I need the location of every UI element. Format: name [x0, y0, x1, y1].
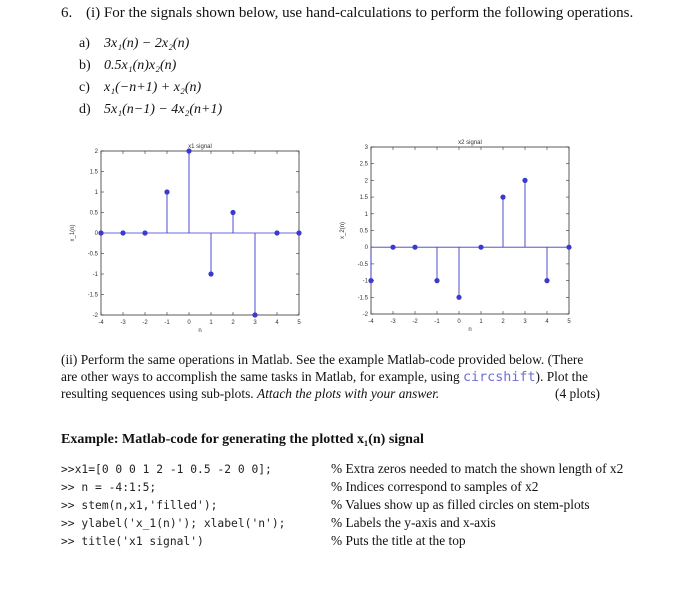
operation-label: c) — [79, 80, 90, 95]
y-tick-label: 3 — [364, 145, 368, 151]
stem-marker — [208, 271, 213, 276]
stem-marker — [252, 312, 257, 317]
x-tick-label: -3 — [390, 319, 396, 325]
plot-xlabel: n — [468, 327, 472, 333]
part2-line3-text: resulting sequences using sub-plots. — [61, 386, 258, 401]
code-line — [61, 463, 272, 476]
x-tick-label: -2 — [142, 320, 148, 326]
code-prompt: >> — [61, 535, 75, 548]
stem-marker — [500, 195, 505, 200]
code-prompt: >> — [61, 517, 75, 530]
operation-expr: 5x₁(n−1) − 4x₂(n+1) — [104, 102, 223, 117]
x-tick-label: -1 — [434, 319, 440, 325]
y-tick-label: -0.5 — [87, 251, 98, 258]
stem-marker — [274, 230, 279, 235]
stem-marker — [544, 278, 549, 283]
y-tick-label: 2 — [94, 149, 98, 155]
y-tick-label: -1.5 — [87, 292, 98, 299]
y-tick-label: -2 — [92, 313, 98, 319]
x-tick-label: 2 — [231, 320, 235, 326]
operation-expr: x₁(−n+1) + x₂(n) — [104, 80, 202, 95]
part2-line1: (ii) Perform the same operations in Matlab. See the example Matlab-code provided below. (There — [61, 352, 584, 367]
x-tick-label: 4 — [545, 319, 549, 325]
stem-marker — [566, 245, 571, 250]
y-tick-label: -1 — [362, 278, 368, 285]
x-tick-label: 1 — [209, 320, 213, 326]
x-tick-label: -4 — [368, 319, 374, 325]
stem-marker — [120, 230, 125, 235]
y-tick-label: 0.5 — [89, 210, 98, 217]
code-text: title('x1 signal') — [74, 535, 204, 548]
circshift-code: circshift — [462, 370, 536, 385]
code-prompt: >> — [61, 463, 75, 476]
x-tick-label: -2 — [412, 319, 418, 325]
x-tick-label: -4 — [98, 320, 104, 326]
y-tick-label: 2.5 — [359, 161, 368, 168]
y-tick-label: 1 — [94, 190, 98, 196]
y-tick-label: -1.5 — [357, 295, 368, 302]
part2-line2-end: ). Plot the — [535, 369, 588, 384]
y-tick-label: 1 — [364, 211, 368, 218]
y-tick-label: 1.5 — [359, 195, 368, 202]
stem-marker — [164, 189, 169, 194]
stem-marker — [522, 178, 527, 183]
x-tick-label: -1 — [164, 320, 170, 326]
stem-marker — [412, 245, 417, 250]
y-tick-label: -0.5 — [357, 261, 368, 268]
x-tick-label: 3 — [523, 319, 527, 325]
code-text: stem(n,x1,'filled'); — [74, 499, 218, 512]
stem-marker — [390, 245, 395, 250]
operation-label: b) — [79, 58, 91, 73]
x-tick-label: 5 — [297, 320, 301, 326]
code-text: x1=[0 0 0 1 2 -1 0.5 -2 0 0]; — [74, 463, 272, 476]
x-tick-label: -3 — [120, 320, 126, 326]
stem-plot-2 — [368, 147, 571, 314]
operation-label: d) — [79, 102, 91, 117]
plot-ylabel: x_2(n) — [340, 221, 346, 240]
plot-axes-box — [371, 147, 569, 314]
operation-expr: 0.5x₁(n)x₂(n) — [104, 58, 177, 73]
code-prompt: >> — [61, 481, 75, 494]
code-comment: % Values show up as filled circles on stem-plots — [331, 497, 590, 512]
y-tick-label: 0 — [94, 231, 98, 237]
question-number: 6. — [61, 5, 73, 21]
stem-marker — [230, 210, 235, 215]
plot-xlabel: n — [198, 328, 202, 334]
code-line — [61, 481, 156, 494]
question-text: (i) For the signals shown below, use hand-calculations to perform the following operations. — [86, 5, 634, 21]
stem-marker — [434, 278, 439, 283]
code-comment: % Puts the title at the top — [331, 533, 466, 548]
code-comment: % Indices correspond to samples of x2 — [331, 479, 539, 494]
stem-marker — [296, 230, 301, 235]
attach-instruction: Attach the plots with your answer. — [257, 386, 440, 401]
plot-ylabel: x_1(n) — [70, 224, 76, 242]
stem-plot-1 — [98, 148, 301, 317]
stem-marker — [98, 230, 103, 235]
x-tick-label: 0 — [457, 319, 461, 325]
example-heading: Example: Matlab-code for generating the plotted x₁(n) signal — [61, 432, 424, 447]
code-text: n = -4:1:5; — [74, 481, 157, 494]
points-label: (4 plots) — [555, 386, 601, 401]
x-tick-label: 2 — [501, 319, 505, 325]
code-comment: % Extra zeros needed to match the shown length of x2 — [331, 461, 624, 476]
plot-title: x1 signal — [188, 144, 212, 150]
code-prompt: >> — [61, 499, 75, 512]
code-line — [61, 499, 217, 512]
stem-marker — [142, 230, 147, 235]
code-line — [61, 517, 285, 530]
x-tick-label: 1 — [479, 319, 483, 325]
stem-marker — [478, 245, 483, 250]
plot-title: x2 signal — [458, 140, 482, 146]
part2-line2-text: are other ways to accomplish the same tasks in Matlab, for example, using — [61, 369, 463, 384]
part2-line3 — [61, 385, 439, 402]
stem-marker — [456, 295, 461, 300]
y-tick-label: 0.5 — [359, 228, 368, 235]
y-tick-label: -1 — [92, 272, 98, 278]
stem-marker — [368, 278, 373, 283]
operation-label: a) — [79, 36, 90, 51]
x-tick-label: 4 — [275, 320, 279, 326]
code-comment: % Labels the y-axis and x-axis — [331, 515, 496, 530]
part2-line2 — [61, 368, 588, 386]
code-text: ylabel('x_1(n)'); xlabel('n'); — [74, 517, 286, 530]
x-tick-label: 0 — [187, 320, 191, 326]
y-tick-label: -2 — [362, 312, 368, 318]
code-line — [61, 535, 204, 548]
x-tick-label: 3 — [253, 320, 257, 326]
y-tick-label: 0 — [364, 245, 368, 252]
x-tick-label: 5 — [567, 319, 571, 325]
operation-expr: 3x₁(n) − 2x₂(n) — [104, 36, 190, 51]
y-tick-label: 2 — [364, 178, 368, 185]
y-tick-label: 1.5 — [89, 169, 98, 176]
